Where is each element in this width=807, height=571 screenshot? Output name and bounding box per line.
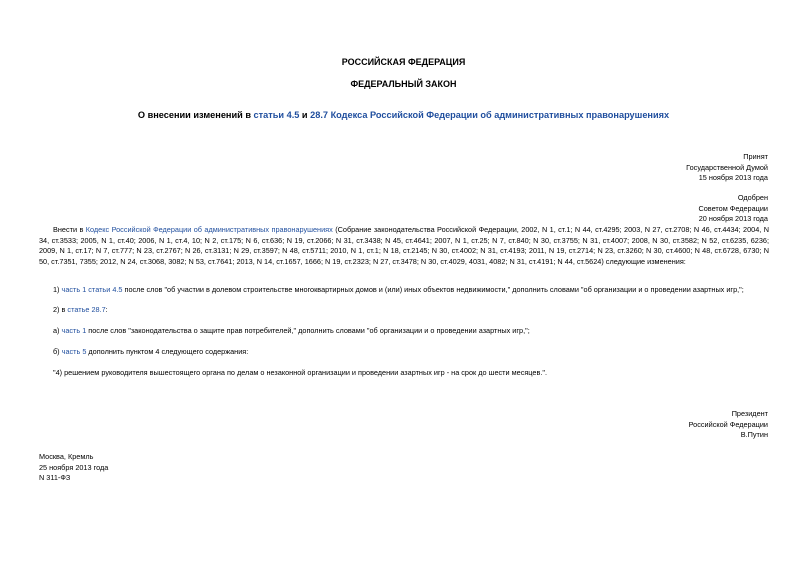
item-1-link[interactable]: часть 1 статьи 4.5: [61, 285, 123, 294]
approved-line2: Советом Федерации: [698, 203, 768, 213]
item-2-text: :: [105, 305, 108, 314]
signature-line3: В.Путин: [740, 430, 768, 440]
item-1-text: после слов "об участии в долевом строительстве многоквартирных домов и (или) иных объектов недвижимости," дополнить словами "об организации и о проведении азартных игр,";: [122, 285, 744, 294]
item-1-prefix: 1): [53, 285, 62, 294]
item-1: [39, 285, 769, 296]
quoted-clause: "4) решением руководителя вышестоящего органа по делам о незаконной организации и проведении азартных игр - на срок до шести месяцев.".: [53, 368, 547, 377]
title-prefix: О внесении изменений в: [137, 110, 254, 120]
adopted-block: [686, 152, 768, 184]
item-2a-text: после слов "законодательства о защите прав потребителей," дополнить словами "об организации и о проведении азартных игр,";: [86, 326, 530, 335]
footer-number: N 311-ФЗ: [39, 473, 71, 483]
item-2-prefix: 2) в: [53, 305, 68, 314]
footer-date: 25 ноября 2013 года: [39, 462, 109, 472]
approved-block: [698, 193, 768, 225]
item-2b-link[interactable]: часть 5: [61, 347, 87, 356]
item-2b: [39, 347, 769, 358]
item-2b-prefix: б): [53, 347, 62, 356]
adopted-line3: 15 ноября 2013 года: [698, 173, 768, 183]
intro-prefix: Внести в: [53, 225, 86, 234]
item-2a-link[interactable]: часть 1: [61, 326, 87, 335]
adopted-line2: Государственной Думой: [686, 162, 768, 172]
title-and: и: [299, 110, 311, 120]
law-title: [0, 110, 807, 120]
signature-line1: Президент: [731, 409, 768, 418]
adopted-line1: Принят: [743, 152, 768, 161]
approved-line1: Одобрен: [737, 193, 768, 202]
title-link-code[interactable]: 28.7 Кодекса Российской Федерации об административных правонарушениях: [310, 110, 670, 120]
item-2a-prefix: а): [53, 326, 62, 335]
law-type-heading: ФЕДЕРАЛЬНЫЙ ЗАКОН: [350, 79, 457, 89]
item-2: [39, 305, 769, 316]
title-link-articles[interactable]: статьи 4.5: [253, 110, 300, 120]
item-2-link[interactable]: статье 28.7: [67, 305, 106, 314]
approved-line3: 20 ноября 2013 года: [698, 214, 768, 224]
item-2b-text: дополнить пунктом 4 следующего содержания:: [86, 347, 249, 356]
intro-text: (Собрание законодательства Российской Федерации, 2002, N 1, ст.1; N 44, ст.4295; 2003, N 27, ст.2708; N 46, ст.4434; 2004, N 34, ст.3533; 2005, N 1, ст.40; 2006, N 1, ст.4, 10; N 2, ст.175; N 6, ст.636; N 19, ст.2066; N 31, ст.3438; N 45, ст.4641; 2007, N 1, ст.25; N 7, ст.840; N 30, ст.3755; N 31, ст.4007; 2008, N 30, ст.3582; N 52, ст.6235, 6236; 2009, N 1, ст.17; N 7, ст.777; N 23, ст.2767; N 26, ст.3131; N 29, ст.3597; N 48, ст.5711; 2010, N 1, ст.1; N 18, ст.2145; N 30, ст.4002; N 31, ст.4193; 2011, N 19, ст.2714; N 23, ст.3260; N 30, ст.4600; N 48, ст.6728, 6730; N 50, ст.7351, 7355; 2012, N 24, ст.3068, 3082; N 53, ст.7641; 2013, N 14, ст.1657, 1666; N 19, ст.2323; N 27, ст.3478; N 30, ст.4029, 4031, 4082; N 31, ст.4191; N 44, ст.5624) следующие изменения:: [39, 225, 769, 266]
intro-paragraph: [39, 225, 769, 267]
signature-block: [689, 409, 768, 441]
footer-place: Москва, Кремль: [39, 452, 94, 461]
item-2a: [39, 326, 769, 337]
intro-code-link[interactable]: Кодекс Российской Федерации об административных правонарушениях: [85, 225, 333, 234]
footer-block: [39, 452, 108, 484]
signature-line2: Российской Федерации: [688, 419, 768, 429]
country-heading: РОССИЙСКАЯ ФЕДЕРАЦИЯ: [341, 57, 466, 67]
